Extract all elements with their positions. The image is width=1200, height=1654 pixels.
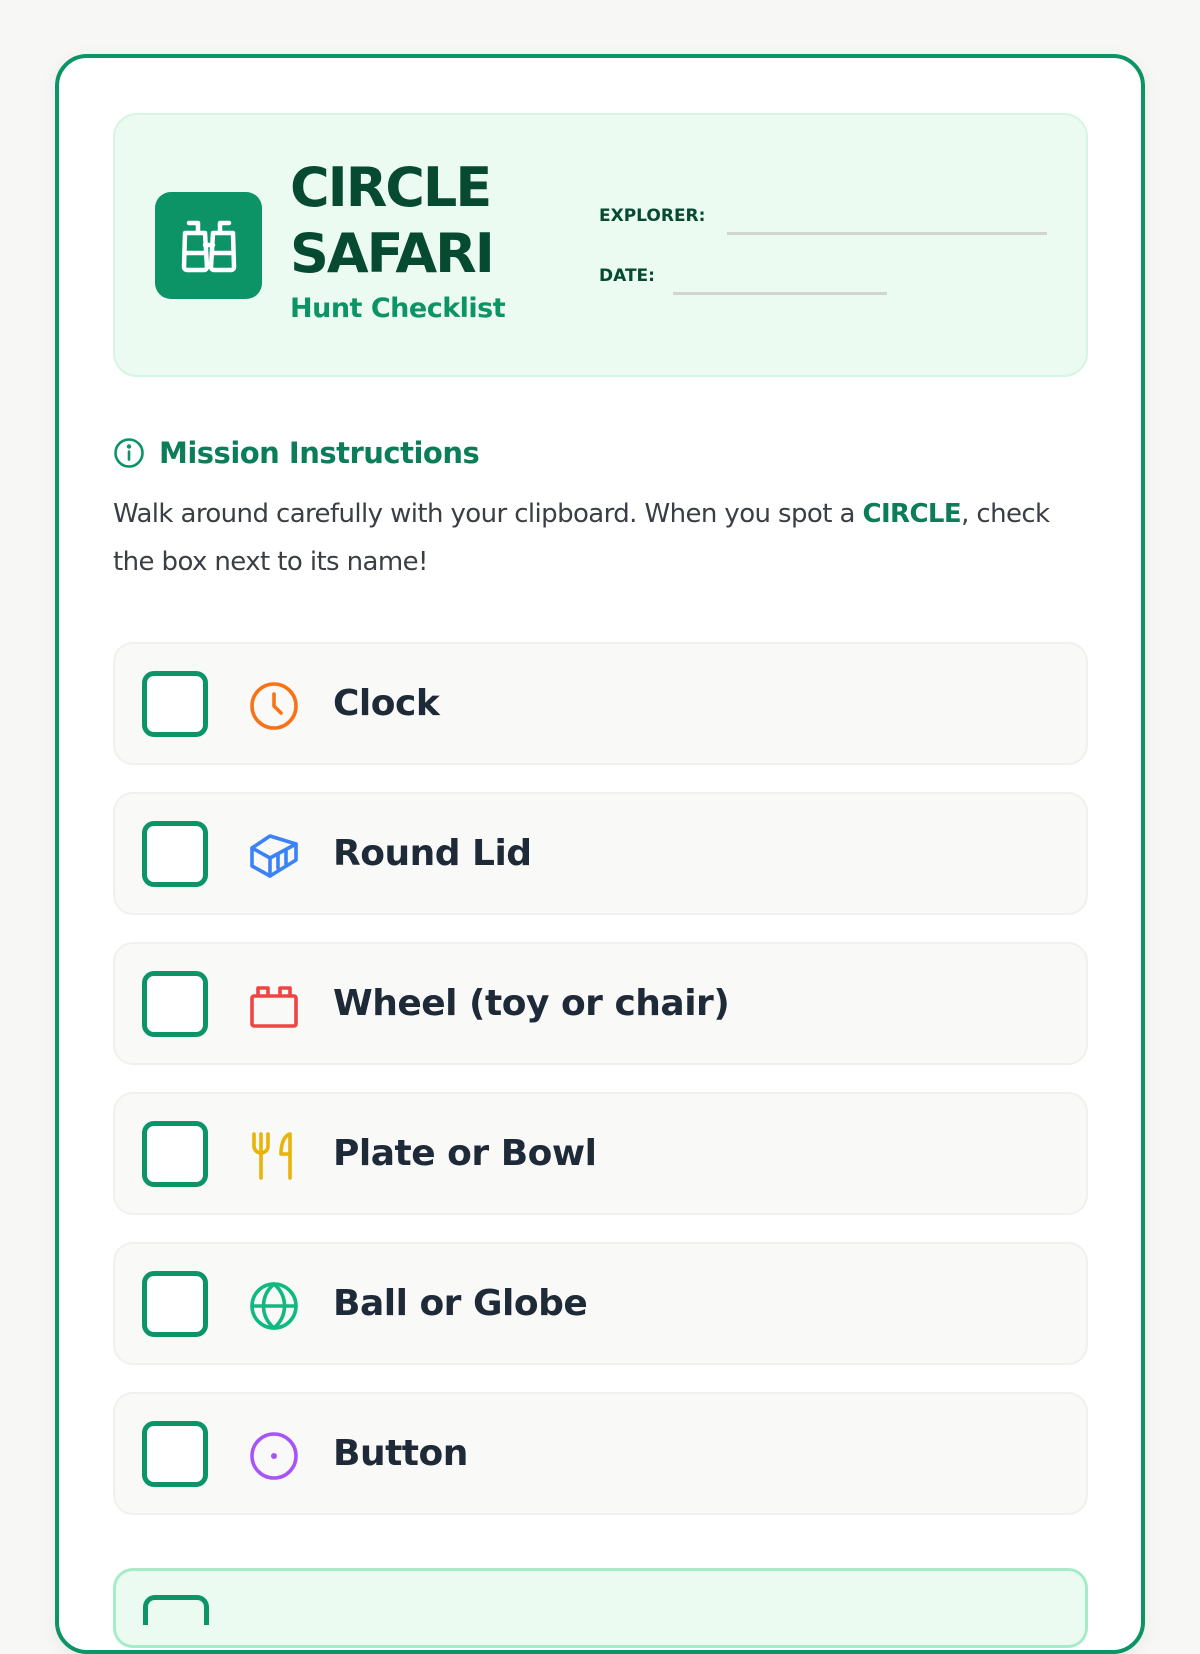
item-label: Ball or Globe [333, 1283, 588, 1324]
item-checkbox[interactable] [142, 1271, 208, 1337]
checklist-item[interactable] [113, 1242, 1088, 1365]
checklist-item[interactable] [113, 642, 1088, 765]
globe-icon [248, 1280, 300, 1332]
mission-text-start: Walk around carefully with your clipboard. When you spot a [113, 499, 863, 529]
clock-icon [248, 680, 300, 732]
item-label: Round Lid [333, 833, 532, 874]
checklist-item[interactable] [113, 942, 1088, 1065]
info-icon [113, 437, 145, 469]
mission-instructions [113, 490, 1063, 586]
logo-badge [155, 192, 262, 299]
item-checkbox[interactable] [142, 971, 208, 1037]
lego-brick-icon [248, 980, 300, 1032]
mission-text-end: , check the box next to its name! [113, 499, 1050, 577]
item-checkbox[interactable] [142, 1121, 208, 1187]
item-label: Clock [333, 683, 440, 724]
item-label: Wheel (toy or chair) [333, 983, 730, 1024]
item-label: Plate or Bowl [333, 1133, 597, 1174]
completion-panel [113, 1568, 1088, 1648]
date-field[interactable] [673, 292, 887, 295]
mission-title: Mission Instructions [159, 436, 480, 470]
item-label: Button [333, 1433, 468, 1474]
page-subtitle: Hunt Checklist [290, 293, 506, 324]
item-checkbox[interactable] [142, 1421, 208, 1487]
box-icon [248, 830, 300, 882]
binoculars-icon [179, 219, 239, 273]
explorer-field[interactable] [727, 232, 1047, 235]
explorer-label: EXPLORER: [599, 206, 706, 226]
page-title: CIRCLE SAFARI [290, 156, 493, 285]
date-label: DATE: [599, 266, 655, 286]
checklist-item[interactable] [113, 1092, 1088, 1215]
mission-heading [113, 436, 479, 470]
checklist-item[interactable] [113, 1392, 1088, 1515]
fork-knife-icon [248, 1130, 300, 1182]
item-checkbox[interactable] [142, 671, 208, 737]
mission-highlight: CIRCLE [862, 499, 962, 529]
button-icon [248, 1430, 300, 1482]
item-checkbox[interactable] [142, 821, 208, 887]
checklist-item[interactable] [113, 792, 1088, 915]
